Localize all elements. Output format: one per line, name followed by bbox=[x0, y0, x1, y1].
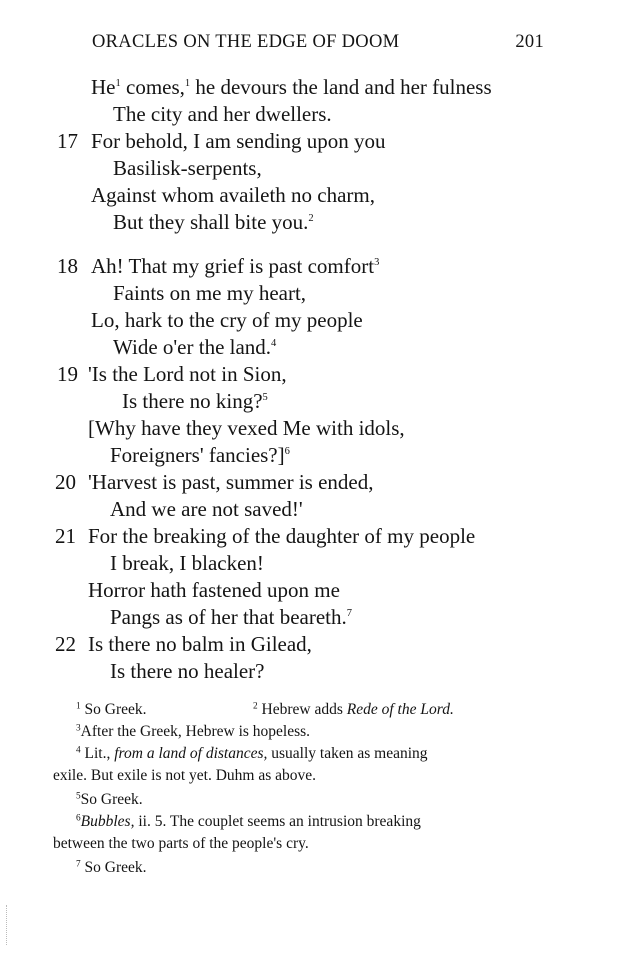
poem-line: Is there no king?$^5$ bbox=[122, 389, 268, 413]
footnote: $^2$ Hebrew adds Rede of the Lord. bbox=[253, 701, 454, 718]
footnote-ref: 1 bbox=[115, 78, 121, 90]
footnote: $^1$ So Greek. bbox=[76, 701, 147, 718]
poem-line: I break, I blacken! bbox=[110, 551, 264, 575]
verse-number: 22 bbox=[55, 632, 76, 656]
poem-line: Pangs as of her that beareth.$^7$ bbox=[110, 605, 353, 629]
page-edge-mark bbox=[6, 905, 8, 945]
poem-line: Wide o'er the land.$^4$ bbox=[113, 335, 277, 359]
poem-line: And we are not saved!' bbox=[110, 497, 303, 521]
footnote: $^5$So Greek. bbox=[76, 791, 143, 808]
footnote-ref: 5 bbox=[262, 392, 268, 404]
poem-line: Foreigners' fancies?]$^6$ bbox=[110, 443, 290, 467]
poem-line: Faints on me my heart, bbox=[113, 281, 307, 305]
footnote-continuation: exile. But exile is not yet. Duhm as above. bbox=[53, 767, 317, 784]
poem-line: The city and her dwellers. bbox=[113, 102, 332, 126]
footnote: $^6$Bubbles, ii. 5. The couplet seems an intrusion breaking bbox=[76, 813, 421, 830]
footnote-ref: 4 bbox=[271, 338, 277, 350]
footnote-ref: 2 bbox=[308, 213, 314, 225]
poem-line: For the breaking of the daughter of my people bbox=[88, 524, 476, 548]
running-title: ORACLES ON THE EDGE OF DOOM bbox=[92, 32, 400, 52]
footnote-ref: 3 bbox=[374, 257, 380, 269]
poem-line: Lo, hark to the cry of my people bbox=[91, 308, 363, 332]
footnote-continuation: between the two parts of the people's cry. bbox=[53, 835, 309, 852]
footnote-ref: 6 bbox=[284, 446, 290, 458]
poem-line: Basilisk-serpents, bbox=[113, 156, 262, 180]
poem-line: Horror hath fastened upon me bbox=[88, 578, 340, 602]
footnote: $^3$After the Greek, Hebrew is hopeless. bbox=[76, 723, 311, 740]
footnote-ref: 1 bbox=[184, 78, 191, 90]
poem-line: Is there no balm in Gilead, bbox=[88, 632, 312, 656]
poem-line: For behold, I am sending upon you bbox=[91, 129, 386, 153]
verse-number: 20 bbox=[55, 470, 76, 494]
poem-line: But they shall bite you.$^2$ bbox=[113, 210, 314, 234]
footnote: $^4$ Lit., from a land of distances, usually taken as meaning bbox=[76, 745, 428, 762]
poem-line: 'Harvest is past, summer is ended, bbox=[88, 470, 374, 494]
footnote: $^7$ So Greek. bbox=[76, 859, 147, 876]
footnote-ref: 7 bbox=[346, 608, 353, 620]
page-number: 201 bbox=[515, 32, 544, 52]
verse-number: 17 bbox=[57, 129, 78, 153]
verse-number: 18 bbox=[57, 254, 78, 278]
poem-line: Is there no healer? bbox=[110, 659, 265, 683]
verse-number: 21 bbox=[55, 524, 76, 548]
poem-line: He$^1$ comes,$^1$ he devours the land and her fulness bbox=[91, 75, 492, 99]
poem-line: [Why have they vexed Me with idols, bbox=[88, 416, 405, 440]
poem-line: Ah! That my grief is past comfort$^3$ bbox=[91, 254, 380, 278]
verse-number: 19 bbox=[57, 362, 78, 386]
poem-line: Against whom availeth no charm, bbox=[91, 183, 376, 207]
poem-line: 'Is the Lord not in Sion, bbox=[88, 362, 287, 386]
